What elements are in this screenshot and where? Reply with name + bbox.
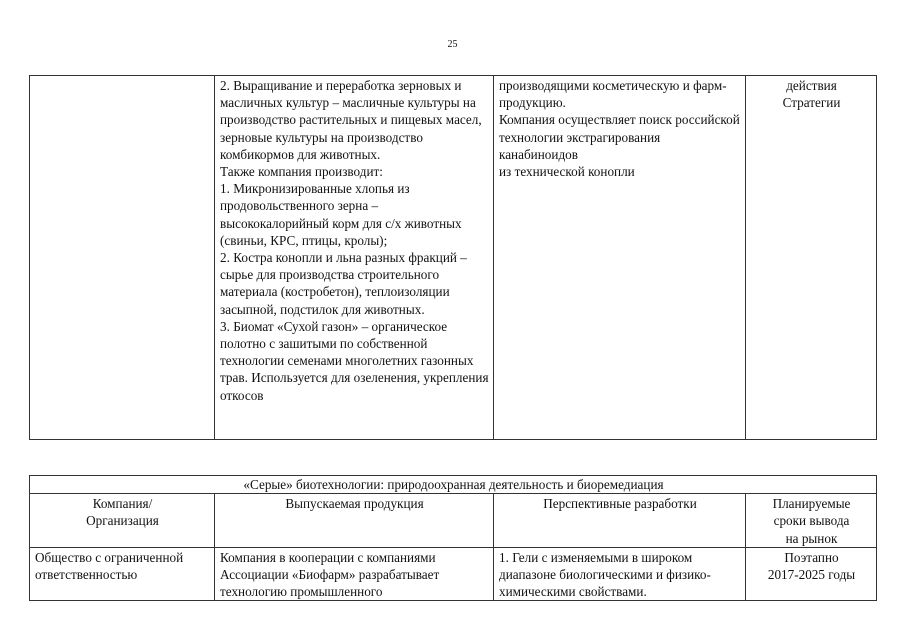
continuation-table — [29, 75, 877, 440]
developments-cell: 1. Гели с изменяемыми в широком диапазоне биологическими и физико-химическими свойствами. — [494, 547, 746, 601]
products-cell: 2. Выращивание и переработка зерновых и масличных культур – масличные культуры на производство растительных и пищевых масел, зерновые культуры на производство комбикормов для животных. Также компания производит: 1. Микронизированные хлопья из продовольственного зерна – высококалорийный корм для с/х животных (свиньи, КРС, птицы, кролы); 2. Костра конопли и льна разных фракций – сырье для производства строительного материала (костробетон), теплоизоляции засыпной, подстилок для животных. 3. Биомат «Сухой газон» – органическое полотно с зашитыми по собственной технологии семенами многолетних газонных трав. Используется для озеленения, укрепления откосов — [215, 76, 494, 440]
company-cell — [30, 76, 215, 440]
table-row — [30, 547, 877, 601]
table-header-row — [30, 494, 877, 548]
header-developments: Перспективные разработки — [494, 494, 746, 548]
header-company: Компания/ Организация — [30, 494, 215, 548]
table-title-row — [30, 476, 877, 494]
company-cell: Общество с ограниченной ответственностью — [30, 547, 215, 601]
grey-biotech-table — [29, 475, 877, 601]
timeline-cell: действия Стратегии — [746, 76, 877, 440]
table-title: «Серые» биотехнологии: природоохранная деятельность и биоремедиация — [30, 476, 877, 494]
products-cell: Компания в кооперации с компаниями Ассоциации «Биофарм» разрабатывает технологию промышленного — [215, 547, 494, 601]
page-number: 25 — [447, 39, 458, 50]
header-products: Выпускаемая продукция — [215, 494, 494, 548]
table-row — [30, 76, 877, 440]
header-timeline: Планируемые сроки вывода на рынок — [746, 494, 877, 548]
developments-cell: производящими косметическую и фарм-продукцию. Компания осуществляет поиск российской технологии экстрагирования канабиноидов из технической конопли — [494, 76, 746, 440]
timeline-cell: Поэтапно 2017-2025 годы — [746, 547, 877, 601]
